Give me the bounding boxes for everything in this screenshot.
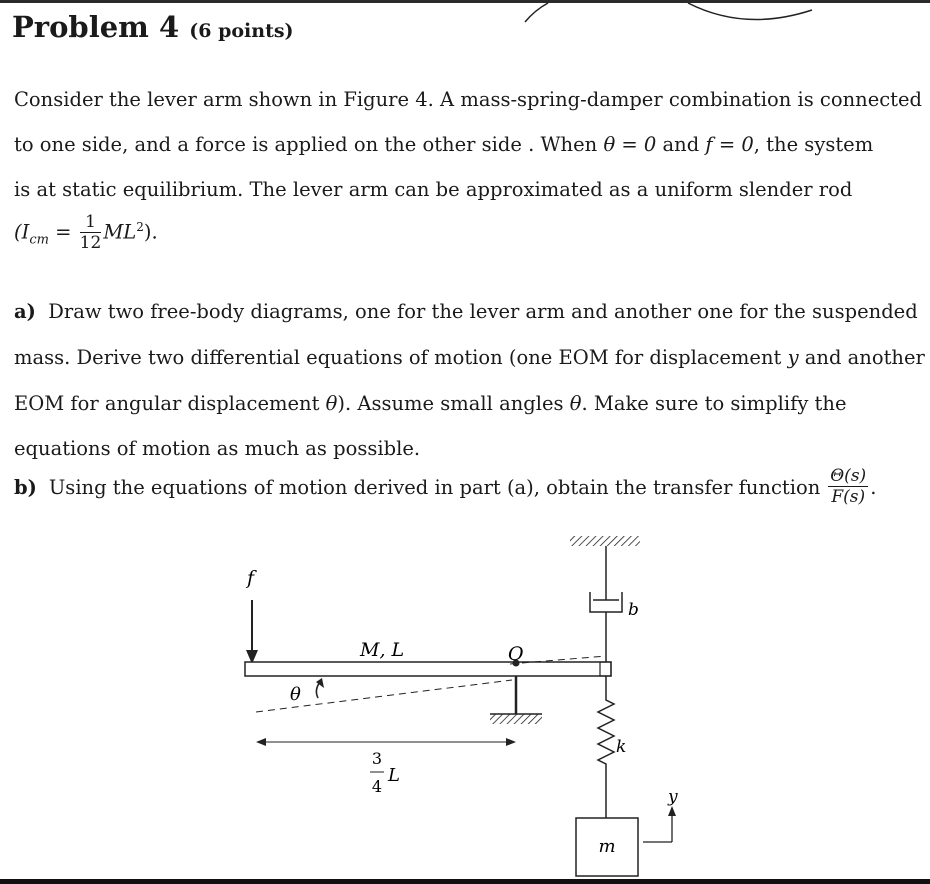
- formula-close: ).: [143, 220, 158, 244]
- angle-label: θ: [290, 684, 301, 705]
- part-a-line-3-b: ). Assume small angles: [337, 392, 564, 415]
- pivot-label: O: [508, 643, 524, 665]
- formula-open: (I: [14, 220, 30, 244]
- formula-den: 12: [79, 233, 102, 253]
- part-a-line-3-a: EOM for angular displacement: [14, 392, 320, 415]
- intro-theta-eq: θ = 0: [603, 133, 657, 156]
- formula-ml: ML: [103, 220, 137, 244]
- ground-hatch: [490, 714, 542, 724]
- force-arrow: [246, 600, 258, 664]
- part-a-label: a): [14, 300, 36, 323]
- displacement-arrow: [643, 806, 676, 842]
- formula-num: 1: [80, 214, 102, 233]
- length-den: 4: [371, 777, 383, 796]
- formula-eq: =: [48, 220, 78, 244]
- part-a-line-3-c: . Make sure to simplify the: [581, 392, 847, 415]
- pen-stroke-2: [688, 3, 812, 19]
- formula-sup: 2: [136, 220, 144, 234]
- spring-label: k: [616, 737, 627, 757]
- part-b-label: b): [14, 475, 37, 499]
- ceiling-hatch: [570, 536, 640, 546]
- part-a-line-2-a: mass. Derive two differential equations of motion (one EOM for displacement: [14, 346, 782, 369]
- part-a-theta-2: θ: [569, 392, 582, 415]
- part-a-line-2-b: and another: [804, 346, 925, 369]
- intro-and: and: [662, 133, 700, 156]
- tf-denominator: F(s): [831, 487, 866, 507]
- pen-stroke-1: [525, 3, 548, 22]
- intro-f-eq: f = 0: [705, 133, 754, 156]
- force-label: f: [247, 567, 255, 589]
- part-a-y: y: [787, 346, 799, 369]
- intro-line-3-text: is at static equilibrium. The lever arm can be approximated as a uniform slender rod: [14, 178, 853, 201]
- displacement-label: y: [668, 787, 678, 807]
- problem-heading: Problem 4: [12, 10, 180, 44]
- length-num: 3: [371, 749, 383, 768]
- rod-label: M, L: [360, 639, 405, 661]
- spring: [598, 676, 614, 818]
- problem-points: (6 points): [189, 20, 294, 42]
- mass-label: m: [598, 836, 616, 857]
- part-a-line-4-text: equations of motion as much as possible.: [14, 437, 421, 460]
- length-var: L: [388, 765, 400, 786]
- part-a-line-1-text: Draw two free-body diagrams, one for the lever arm and another one for the suspended: [48, 300, 918, 323]
- damper-label: b: [628, 600, 639, 620]
- tf-numerator: Θ(s): [830, 466, 867, 486]
- part-a-theta: θ: [325, 392, 338, 415]
- intro-line-1-text: Consider the lever arm shown in Figure 4. A mass-spring-damper combination is connected: [14, 88, 923, 111]
- length-dimension: [256, 738, 516, 746]
- lever-rod: [245, 662, 611, 676]
- tf-period: .: [870, 475, 877, 499]
- part-b-text: Using the equations of motion derived in part (a), obtain the transfer function: [48, 475, 821, 499]
- intro-line-2-e: , the system: [753, 133, 874, 156]
- bottom-rule: [0, 879, 930, 884]
- damper: [590, 546, 622, 662]
- intro-line-2-a: to one side, and a force is applied on the other side . When: [14, 133, 598, 156]
- formula-sub: cm: [29, 232, 49, 248]
